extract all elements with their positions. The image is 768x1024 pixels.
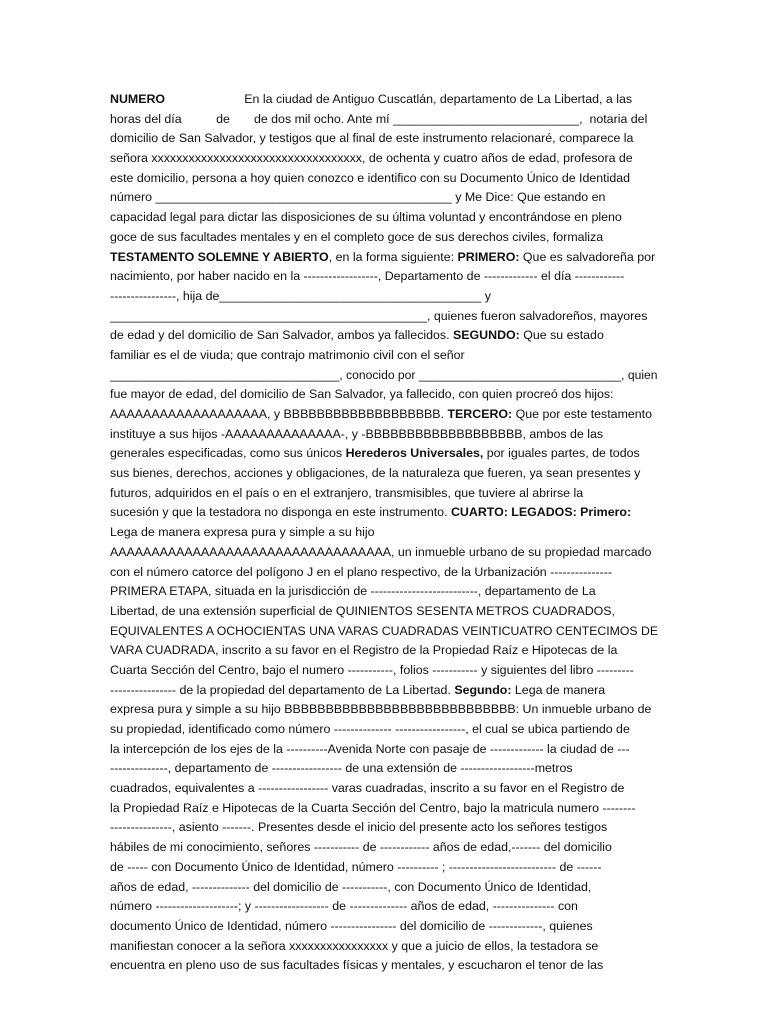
text-line (110, 956, 658, 976)
bold-text-segment: NUMERO (110, 92, 166, 106)
text-line (110, 563, 658, 583)
bold-text-segment: Segundo: (454, 682, 512, 697)
text-segment: por iguales partes, de todos (483, 446, 640, 461)
text-segment: documento Único de Identidad, número ---------------- del domicilio de -------------, quienes (110, 918, 593, 933)
text-segment: nacimiento, por haber nacido en la ------------------, Departamento de ------------- el día ------------ (110, 269, 625, 284)
text-line (110, 720, 658, 740)
text-segment: familiar es el de viuda; que contrajo matrimonio civil con el señor (110, 347, 465, 362)
text-line (110, 169, 658, 189)
text-line (110, 878, 658, 898)
text-segment: sus bienes, derechos, acciones y obligaciones, de la naturaleza que fueren, ya sean presentes y (110, 466, 641, 481)
text-segment: Cuarta Sección del Centro, bajo el numero -----------, folios ----------- y siguientes del libro --------- (110, 662, 634, 677)
text-line (110, 366, 658, 386)
text-segment: instituye a sus hijos -AAAAAAAAAAAAAA-, y -BBBBBBBBBBBBBBBBBBB, ambos de las (110, 426, 604, 441)
text-line (110, 740, 658, 760)
text-segment: ---------------- de la propiedad del departamento de La Libertad. (110, 682, 455, 697)
text-line (110, 464, 658, 484)
text-line (110, 641, 658, 661)
text-segment: este domicilio, persona a hoy quien conozco e identifico con su Documento Único de Identidad (110, 170, 631, 185)
text-segment: domicilio de San Salvador, y testigos que al final de este instrumento relacionaré, comparece la (110, 131, 634, 146)
text-segment: , en la forma siguiente: (328, 249, 458, 264)
text-segment: PRIMERA ETAPA, situada en la jurisdicción de --------------------------, departamento de La (110, 584, 596, 599)
text-segment: generales especificadas, como sus únicos (110, 446, 346, 461)
text-segment: años de edad, -------------- del domicilio de -----------, con Documento Único de Identidad, (110, 879, 592, 894)
text-line (110, 838, 658, 858)
text-segment: Lega de manera expresa pura y simple a su hijo (110, 525, 375, 540)
text-line (110, 582, 658, 602)
text-segment: AAAAAAAAAAAAAAAAAAAAAAAAAAAAAAAAAA, un inmueble urbano de su propiedad marcado (110, 544, 652, 559)
text-segment: ----------------, hija de______________________________________ y (110, 288, 491, 303)
text-line (110, 228, 658, 248)
text-segment: sucesión y que la testadora no disponga en este instrumento. (110, 505, 451, 520)
text-line (110, 444, 658, 464)
text-segment: fue mayor de edad, del domicilio de San Salvador, ya fallecido, con quien procreó dos hijos: (110, 387, 614, 402)
text-segment: cuadrados, equivalentes a ----------------- varas cuadradas, inscrito a su favor en el Registro de (110, 781, 625, 796)
text-line (110, 287, 658, 307)
testament-body-text (110, 90, 658, 976)
text-line (110, 208, 658, 228)
text-segment: EQUIVALENTES A OCHOCIENTAS UNA VARAS CUADRADAS VEINTICUATRO CENTECIMOS DE (110, 623, 659, 638)
text-line (110, 267, 658, 287)
text-segment: encuentra en pleno uso de sus facultades físicas y mentales, y escucharon el tenor de las (110, 958, 604, 973)
bold-text-segment: CUARTO: LEGADOS: Primero: (450, 505, 632, 520)
text-line (110, 326, 658, 346)
text-line (110, 661, 658, 681)
text-line (110, 503, 658, 523)
text-segment: Que es salvadoreña por (519, 249, 656, 264)
text-line (110, 937, 658, 957)
text-line (110, 405, 658, 425)
text-segment: su propiedad, identificado como número -------------- -----------------, el cual se ubica partiendo de (110, 722, 630, 736)
text-segment: la intercepción de los ejes de la ----------Avenida Norte con pasaje de ------------- la ciudad de --- (110, 741, 630, 756)
text-line (110, 129, 658, 149)
text-segment: ---------------, asiento -------. Presentes desde el inicio del presente acto los señores testigos (110, 820, 608, 835)
text-segment: VARA CUADRADA, inscrito a su favor en el Registro de la Propiedad Raíz e Hipotecas de la (110, 643, 618, 658)
text-line (110, 188, 658, 208)
text-line (110, 759, 658, 779)
text-line (110, 602, 658, 622)
text-segment: de edad y del domicilio de San Salvador, ambos ya fallecidos. (110, 328, 454, 343)
text-line (110, 622, 659, 642)
text-segment: manifiestan conocer a la señora xxxxxxxxxxxxxxxx y que a juicio de ellos, la testadora se (110, 938, 599, 953)
text-segment: __________________________________, conocido por ______________________________, quien (110, 367, 658, 382)
bold-text-segment: SEGUNDO: (453, 328, 520, 343)
text-segment: ______________________________________________, quienes fueron salvadoreños, mayores (110, 308, 648, 323)
text-line (110, 346, 658, 366)
bold-text-segment: TESTAMENTO SOLEMNE Y ABIERTO (110, 249, 329, 264)
text-line (110, 385, 658, 405)
text-segment: Que su estado (519, 328, 604, 343)
text-segment: hábiles de mi conocimiento, señores ----------- de ------------ años de edad,------- del domicilio (110, 840, 612, 855)
text-line (110, 681, 658, 701)
text-segment: señora xxxxxxxxxxxxxxxxxxxxxxxxxxxxxxxxxx, de ochenta y cuatro años de edad, profesora de (110, 151, 633, 166)
text-line (110, 858, 658, 878)
text-segment: En la ciudad de Antiguo Cuscatlán, departamento de La Libertad, a las (165, 92, 633, 106)
text-line (110, 818, 658, 838)
text-line (110, 425, 658, 445)
text-line (110, 917, 658, 937)
text-line (110, 307, 658, 327)
text-segment: horas del día de de dos mil ocho. Ante mí ___________________________, notaria del (110, 111, 648, 126)
text-line (110, 779, 658, 799)
text-segment: de ----- con Documento Único de Identidad, número ---------- ; -------------------------- de ------ (110, 859, 602, 874)
text-segment: número ___________________________________________ y Me Dice: Que estando en (110, 190, 606, 205)
text-line (110, 700, 658, 720)
text-segment: --------------, departamento de ----------------- de una extensión de ------------------metros (110, 761, 573, 776)
text-segment: goce de sus facultades mentales y en el completo goce de sus derechos civiles, formaliza (110, 229, 604, 244)
text-line (110, 799, 658, 819)
text-segment: Que por este testamento (512, 407, 653, 421)
text-segment: capacidad legal para dictar las disposiciones de su última voluntad y encontrándose en pleno (110, 210, 622, 225)
text-line (110, 897, 658, 917)
text-segment: número --------------------; y ------------------ de -------------- años de edad, --------------- con (110, 899, 578, 914)
bold-text-segment: TERCERO: (447, 407, 513, 421)
text-segment: Libertad, de una extensión superficial de QUINIENTOS SESENTA METROS CUADRADOS, (110, 603, 615, 618)
text-line (110, 90, 658, 110)
text-segment: Lega de manera (511, 682, 606, 697)
bold-text-segment: Herederos Universales, (345, 446, 484, 461)
text-segment: AAAAAAAAAAAAAAAAAAA, y BBBBBBBBBBBBBBBBBBB. (110, 407, 448, 421)
text-line (110, 149, 658, 169)
text-segment: la Propiedad Raíz e Hipotecas de la Cuarta Sección del Centro, bajo la matricula numero -------- (110, 800, 636, 815)
text-line (110, 543, 658, 563)
text-line (110, 523, 658, 543)
text-line (110, 248, 658, 268)
text-line (110, 484, 658, 504)
bold-text-segment: PRIMERO: (457, 249, 520, 264)
text-segment: futuros, adquiridos en el país o en el extranjero, transmisibles, que tuviere al abrirse la (110, 485, 584, 500)
text-line (110, 110, 658, 130)
text-segment: con el número catorce del polígono J en el plano respectivo, de la Urbanización --------------- (110, 564, 613, 579)
text-segment: expresa pura y simple a su hijo BBBBBBBBBBBBBBBBBBBBBBBBBBBB: Un inmueble urbano de (110, 702, 652, 717)
